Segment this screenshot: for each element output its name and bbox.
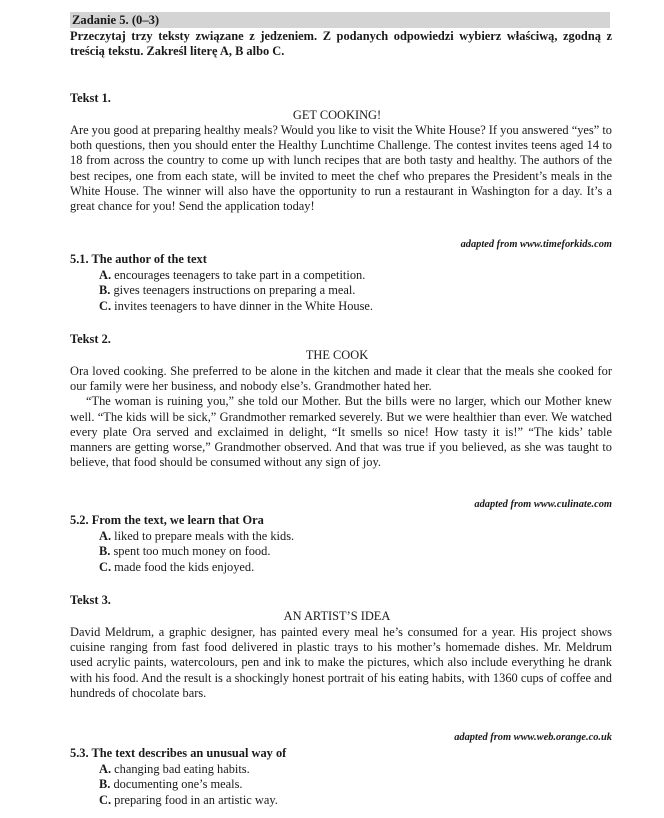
text-1-source: adapted from www.timeforkids.com [460, 239, 612, 250]
option-letter: C. [99, 559, 112, 574]
option-b[interactable] [99, 544, 294, 559]
option-text: spent too much money on food. [113, 544, 271, 559]
option-a[interactable] [99, 762, 278, 777]
option-text: made food the kids enjoyed. [114, 559, 255, 574]
option-c[interactable] [99, 560, 294, 575]
option-text: documenting one’s meals. [113, 777, 243, 792]
option-c[interactable] [99, 793, 278, 808]
option-c[interactable] [99, 299, 373, 314]
task-instructions: Przeczytaj trzy teksty związane z jedzeniem. Z podanych odpowiedzi wybierz właściwą, zgodną z treścią tekstu. Zakreśl literę A, B albo C. [70, 29, 612, 59]
task-header: Zadanie 5. (0–3) [72, 13, 160, 27]
text-2-source: adapted from www.culinate.com [474, 499, 612, 510]
option-b[interactable] [99, 777, 278, 792]
option-letter: B. [99, 544, 111, 559]
option-letter: B. [99, 283, 111, 298]
question-5-3 [70, 746, 286, 761]
text-2-paragraph: Ora loved cooking. She preferred to be alone in the kitchen and made it clear that the meals she cooked for our family were her business, and nobody else’s. Grandmother hated her. [70, 364, 612, 394]
text-1-label: Tekst 1. [70, 91, 111, 105]
text-1-paragraph: Are you good at preparing healthy meals? Would you like to visit the White House? If you answered “yes” to both questions, then you should enter the Healthy Lunchtime Challenge. The contest invites teens aged 14 to 18 from across the country to come up with lunch recipes that are both tasty and healthy. The authors of the best recipes, one from each state, will be invited to meet the chef who prepares the President’s meals in the White House. The winner will also have the opportunity to run a restaurant in Washington for a day. It’s a great chance for you! Send the application today! [70, 123, 612, 214]
question-5-3-options [99, 762, 278, 808]
option-a[interactable] [99, 529, 294, 544]
text-3-title: AN ARTIST’S IDEA [283, 609, 391, 623]
text-3-body [70, 625, 612, 701]
text-3-label: Tekst 3. [70, 593, 111, 607]
question-5-2-options [99, 529, 294, 575]
option-text: liked to prepare meals with the kids. [114, 529, 295, 543]
option-letter: A. [99, 529, 112, 543]
question-5-1-options [99, 268, 373, 314]
text-2-label: Tekst 2. [70, 332, 111, 346]
option-text: encourages teenagers to take part in a competition. [114, 268, 366, 282]
option-b[interactable] [99, 283, 373, 298]
question-stem: The author of the text [91, 252, 207, 266]
option-letter: C. [99, 298, 112, 313]
text-1-body [70, 123, 612, 214]
question-stem: The text describes an unusual way of [91, 746, 287, 760]
option-text: invites teenagers to have dinner in the White House. [114, 298, 374, 313]
question-stem: From the text, we learn that Ora [91, 513, 264, 527]
option-text: changing bad eating habits. [114, 762, 250, 776]
question-number: 5.1. [70, 252, 89, 266]
option-text: gives teenagers instructions on preparing a meal. [113, 283, 356, 298]
question-number: 5.3. [70, 746, 89, 760]
option-letter: A. [99, 762, 112, 776]
option-letter: B. [99, 777, 111, 792]
text-2-title: THE COOK [305, 348, 369, 362]
text-2-body [70, 364, 612, 470]
question-5-2 [70, 513, 264, 528]
option-letter: C. [99, 792, 112, 807]
text-1-title: GET COOKING! [292, 108, 382, 122]
question-number: 5.2. [70, 513, 89, 527]
question-5-1 [70, 252, 207, 267]
text-3-source: adapted from www.web.orange.co.uk [454, 732, 612, 743]
option-text: preparing food in an artistic way. [114, 792, 278, 807]
option-a[interactable] [99, 268, 373, 283]
option-letter: A. [99, 268, 112, 282]
text-2-paragraph: “The woman is ruining you,” she told our Mother. But the bills were no larger, which our Mother knew well. “The kids will be sick,” Grandmother remarked severely. But we were healthier than ever. We watched every plate Ora served and exclaimed in delight, “It smells so nice! How tasty it is!” “The kids’ table manners are getting worse,” Grandmother observed. And that was true if you believed, as she was taught to believe, that food should be consumed without any sign of joy. [70, 394, 612, 470]
text-3-paragraph: David Meldrum, a graphic designer, has painted every meal he’s consumed for a year. His project shows cuisine ranging from fast food delivered in plastic trays to his mother’s homemade dishes. Mr. Meldrum used acrylic paints, watercolours, pen and ink to make the pictures, which also include everything he drank with his food. And the result is a shockingly honest portrait of his eating habits, with 1360 cups of coffee and hundreds of chocolate bars. [70, 625, 612, 700]
